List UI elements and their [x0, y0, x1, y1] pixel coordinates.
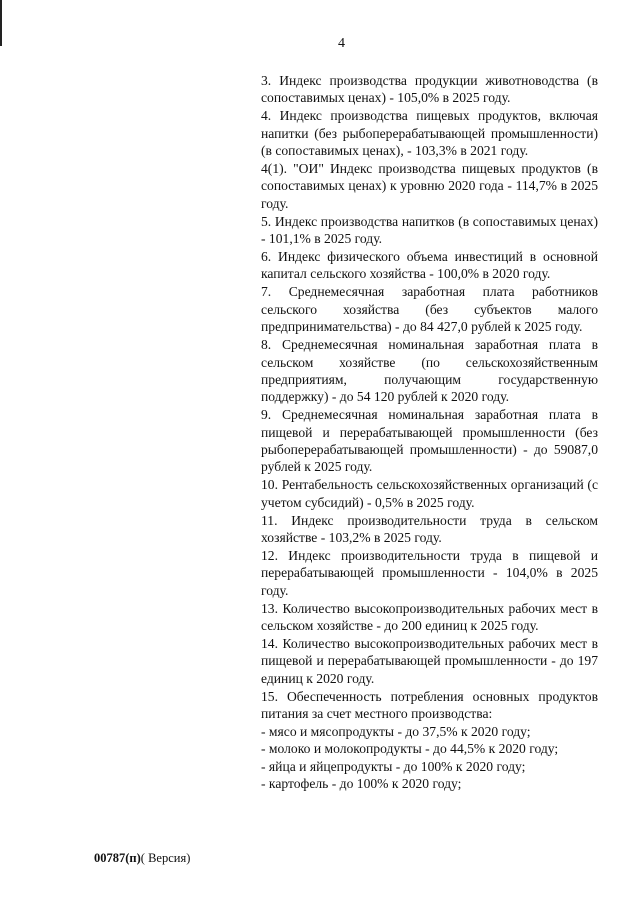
paragraph-4: 4. Индекс производства пищевых продуктов, включая напитки (без рыбоперерабатывающей промышленности) (в сопоставимых ценах), - 103,3% в 2021 году. [261, 108, 598, 159]
paragraph-4-1: 4(1). "ОИ" Индекс производства пищевых продуктов (в сопоставимых ценах) к уровню 2020 года - 114,7% в 2025 году. [261, 161, 598, 211]
paragraph-12: 12. Индекс производительности труда в пищевой и перерабатывающей промышленности - 104,0% в 2025 году. [261, 547, 598, 598]
paragraph-5: 5. Индекс производства напитков (в сопоставимых ценах) - 101,1% в 2025 году. [261, 213, 598, 247]
paragraph-6: 6. Индекс физического объема инвестиций в основной капитал сельского хозяйства - 100,0% в 2020 году. [261, 249, 598, 282]
document-code: 00787(п) [94, 851, 141, 865]
list-item-eggs: - яйца и яйцепродукты - до 100% к 2020 году; [261, 758, 526, 774]
document-body [261, 72, 598, 793]
paragraph-8: 8. Среднемесячная номинальная заработная плата в сельском хозяйстве (по сельскохозяйственным предприятиям, получающим государственную поддержку) - до 54 120 рублей к 2020 году. [261, 337, 598, 405]
paragraph-13: 13. Количество высокопроизводительных рабочих мест в сельском хозяйстве - до 200 единиц к 2025 году. [261, 600, 598, 634]
document-version: ( Версия) [140, 851, 191, 865]
paragraph-10: 10. Рентабельность сельскохозяйственных организаций (с учетом субсидий) - 0,5% в 2025 году. [261, 477, 598, 510]
paragraph-11: 11. Индекс производительности труда в сельском хозяйстве - 103,2% в 2025 году. [261, 512, 598, 546]
document-footer [94, 851, 190, 866]
list-item-milk: - молоко и молокопродукты - до 44,5% к 2020 году; [261, 741, 559, 757]
paragraph-7: 7. Среднемесячная заработная плата работников сельского хозяйства (без субъектов малого предпринимательства) - до 84 427,0 рублей к 2025 году. [261, 284, 598, 335]
food-supply-list [261, 723, 598, 793]
paragraph-15: 15. Обеспеченность потребления основных продуктов питания за счет местного производства: [261, 688, 598, 722]
paragraph-3: 3. Индекс производства продукции животноводства (в сопоставимых ценах) - 105,0% в 2025 году. [261, 73, 598, 106]
list-item-potato: - картофель - до 100% к 2020 году; [261, 776, 462, 792]
page-number: 4 [338, 36, 345, 51]
paragraph-14: 14. Количество высокопроизводительных рабочих мест в пищевой и перерабатывающей промышленности - до 197 единиц к 2020 году. [261, 636, 598, 686]
paragraph-9: 9. Среднемесячная номинальная заработная плата в пищевой и перерабатывающей промышленности (без рыбоперерабатывающей промышленности) - до 59087,0 рублей к 2025 году. [261, 407, 598, 475]
list-item-meat: - мясо и мясопродукты - до 37,5% к 2020 году; [261, 724, 531, 740]
